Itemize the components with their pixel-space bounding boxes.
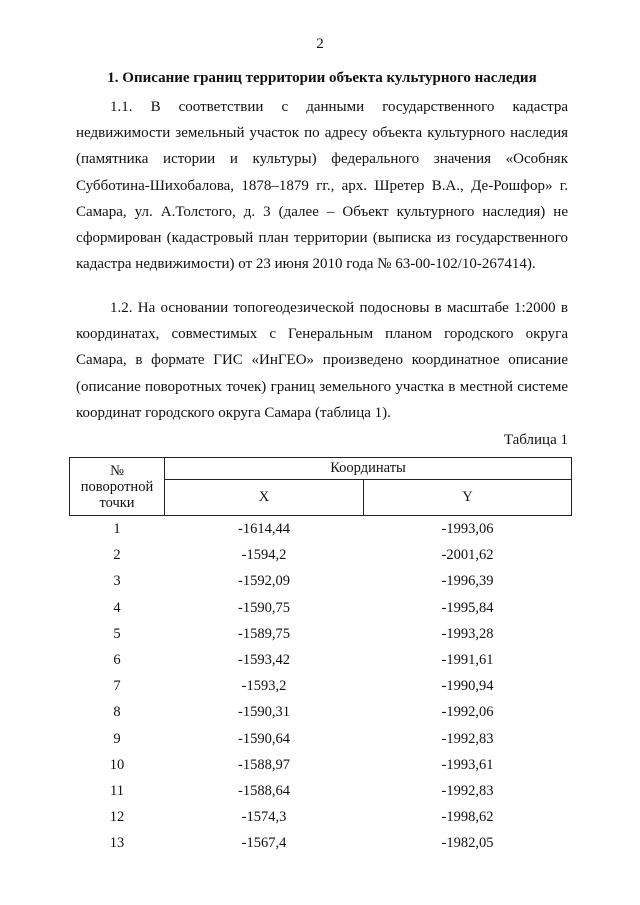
x-value: -1588,64: [238, 782, 290, 799]
paragraph-1-1: 1.1. В соответствии с данными государственного кадастра недвижимости земельный участок по адресу объекта культурного наследия (памятника истории и культуры) федерального значения «Особняк Субботина-Шихобалова, 1878–1879 гг., арх. Шретер В.А., Де-Рошфор» г. Самара, ул. А.Толстого, д. 3 (далее – Объект культурного наследия) не сформирован (кадастровый план территории (выписка из государственного кадастра недвижимости) от 23 июня 2010 года № 63-00-102/10-267414).: [76, 99, 568, 273]
header-x: X: [165, 479, 364, 515]
table-row: [70, 699, 572, 725]
point-number: 7: [113, 678, 121, 695]
x-value: -1592,09: [238, 573, 290, 590]
y-value: -2001,62: [441, 547, 494, 564]
header-coordinates: Координаты: [165, 458, 572, 480]
table-header: [70, 458, 572, 516]
point-number: 4: [113, 599, 121, 616]
y-value: -1993,28: [441, 625, 494, 642]
y-value: -1996,39: [441, 573, 494, 590]
table-row: [70, 673, 572, 699]
point-number: 6: [113, 652, 121, 669]
point-number: 12: [109, 809, 125, 826]
x-value: -1593,42: [238, 652, 290, 669]
point-number: 8: [113, 704, 121, 721]
table-caption: Таблица 1: [503, 432, 568, 448]
table-row: [70, 621, 572, 647]
y-value: -1993,06: [441, 521, 494, 538]
table-row: [70, 542, 572, 568]
y-value: -1992,06: [441, 704, 494, 721]
x-value: -1589,75: [238, 625, 290, 642]
table-row: [70, 804, 572, 830]
point-number: 5: [113, 625, 121, 642]
table-row: [70, 726, 572, 752]
point-number: 10: [109, 756, 125, 773]
table-row: [70, 516, 572, 543]
header-point-label: поворотной точки: [80, 478, 154, 511]
table-row: [70, 778, 572, 804]
paragraph-1-2: 1.2. На основании топогеодезической подосновы в масштабе 1:2000 в координатах, совместимых с Генеральным планом городского округа Самара, в формате ГИС «ИнГЕО» произведено координатное описание (описание поворотных точек) границ земельного участка в местной системе координат городского округа Самара (таблица 1).: [76, 300, 568, 421]
coordinates-table: [69, 457, 572, 856]
point-number: 3: [113, 573, 121, 590]
y-value: -1991,61: [441, 652, 494, 669]
point-number: 9: [113, 730, 121, 747]
table-row: [70, 647, 572, 673]
section-heading: 1. Описание границ территории объекта культурного наследия: [107, 70, 537, 86]
x-value: -1593,2: [241, 678, 287, 695]
x-value: -1590,75: [238, 599, 290, 616]
x-value: -1614,44: [238, 521, 290, 538]
header-point-number: [70, 458, 165, 516]
y-value: -1992,83: [441, 782, 494, 799]
x-value: -1567,4: [241, 835, 287, 852]
header-point-symbol: №: [110, 462, 124, 479]
y-value: -1998,62: [441, 809, 494, 826]
x-value: -1590,64: [238, 730, 290, 747]
point-number: 13: [109, 835, 125, 852]
table-row: [70, 568, 572, 594]
header-y: Y: [364, 479, 572, 515]
table-row: [70, 830, 572, 856]
y-value: -1990,94: [441, 678, 494, 695]
x-value: -1590,31: [238, 704, 290, 721]
point-number: 2: [113, 547, 121, 564]
y-value: -1995,84: [441, 599, 494, 616]
point-number: 1: [113, 521, 121, 538]
page-number: 2: [316, 36, 324, 52]
table-row: [70, 595, 572, 621]
point-number: 11: [110, 782, 124, 799]
x-value: -1588,97: [238, 756, 290, 773]
y-value: -1992,83: [441, 730, 494, 747]
y-value: -1982,05: [441, 835, 494, 852]
x-value: -1574,3: [241, 809, 287, 826]
y-value: -1993,61: [441, 756, 494, 773]
x-value: -1594,2: [241, 547, 287, 564]
table-row: [70, 752, 572, 778]
